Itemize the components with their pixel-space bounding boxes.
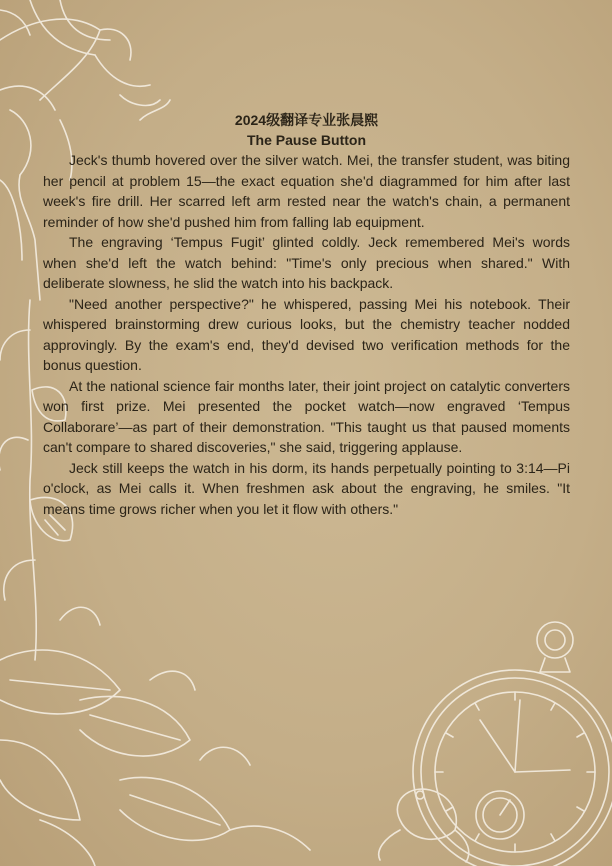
story-title: The Pause Button <box>246 132 366 148</box>
author-line: 2024级翻译专业张晨熙 <box>234 112 379 128</box>
pocket-watch-illustration <box>413 622 612 866</box>
paragraph: Jeck's thumb hovered over the silver watch. Mei, the transfer student, was biting her pencil at problem 15—the exact equation she'd diagrammed for him after last week's fire drill. Her scarred left arm rested near the watch's chain, a permanent reminder of how she'd pushed him from falling lab equipment. <box>43 152 570 230</box>
paragraph: At the national science fair months later, their joint project on catalytic converters won first prize. Mei presented the pocket watch—now engraved ‘Tempus Collaborare’—as part of their demonstration. "This taught us that paused moments can't compare to shared discoveries," she said, triggering applause. <box>43 377 570 455</box>
paragraph: Jeck still keeps the watch in his dorm, its hands perpetually pointing to 3:14—Pi o'clock, as Mei calls it. When freshmen ask about the engraving, he smiles. "It means time grows richer when you let it flow with others." <box>43 459 570 517</box>
frog-illustration <box>379 789 469 862</box>
paragraph: "Need another perspective?" he whispered, passing Mei his notebook. Their whispered brainstorming drew curious looks, but the chemistry teacher nodded approvingly. By the exam's end, they'd devised two verification methods for the bonus question. <box>43 295 570 373</box>
document-header <box>43 110 570 150</box>
leaves-illustration-bottom-left <box>0 607 310 866</box>
story-body <box>43 150 570 519</box>
paragraph: The engraving ‘Tempus Fugit’ glinted coldly. Jeck remembered Mei's words when she'd left the watch behind: "Time's only precious when shared." With deliberate slowness, he slid the watch into his backpack. <box>43 234 570 291</box>
document-page <box>43 110 570 519</box>
